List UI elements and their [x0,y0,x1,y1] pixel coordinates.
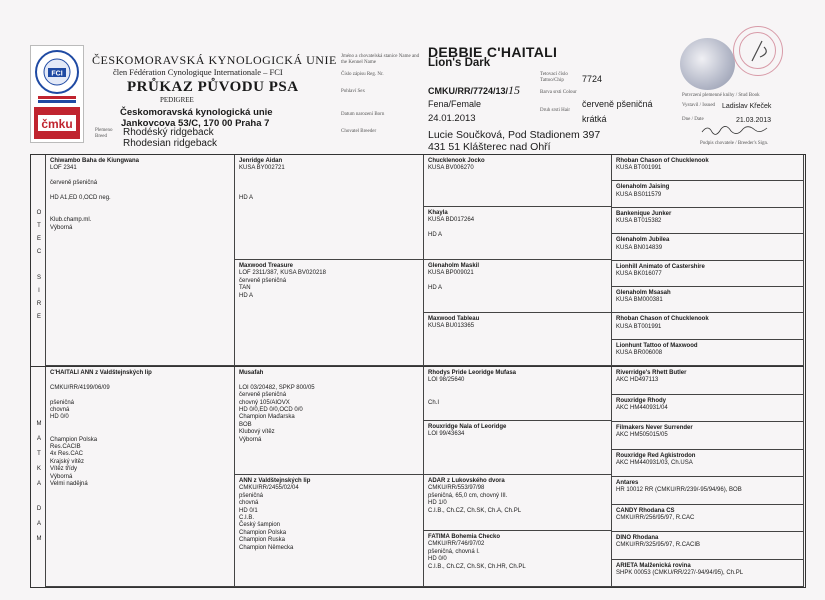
ancestor-name: Chiwambo Baha de Kiungwana [50,158,140,164]
ancestor-detail: LOI 03/20482, SPKP 800/05 [239,384,315,391]
ancestor-detail: Vítěz třídy [50,466,78,473]
g4-cell [612,532,804,560]
g4-cell [612,422,804,450]
ancestor-detail: pšeničná [239,492,264,499]
label-reg: Číslo zápisu Reg. Nr. [341,72,384,77]
dam-side-letter: A [36,521,41,527]
ancestor-detail [428,392,607,399]
ancestor-detail: CMKU/RR/553/97/98 [428,485,485,492]
ancestor-detail: chovná [50,407,70,413]
ancestor-detail: Výborná [239,436,262,443]
ancestor-detail: AKC HM505015/05 [616,432,668,439]
ancestor-detail: LOI 99/43634 [428,431,465,438]
dam-sire-cell [235,367,424,475]
ancestor-detail: HD A1,ED 0,OCD neg. [50,195,111,201]
ancestor-detail: C.I.B., Ch.CZ, Ch.SK, Ch.HR, Ch.PL [428,563,526,570]
ancestor-detail: HD 0/0 [50,414,69,421]
sire-sire-cell [235,155,424,260]
org-address-line2: Jankovcova 53/C, 170 00 Praha 7 [121,118,270,129]
ancestor-detail [239,377,419,384]
org-member: člen Fédération Cynologique Internationale – FCI [113,67,283,77]
hologram-seal [680,38,735,90]
dog-name: DEBBIE C'HAITALI [428,44,558,60]
ancestor-detail [239,180,419,187]
g3-cell [424,155,612,207]
dam-side-letter: M [36,536,42,542]
issuer-name: Ladislav Křeček [722,103,772,110]
dam-cell [46,367,235,587]
ancestor-detail: SHPK 00053 (CMKU/RR/227/-94/94/95), Ch.PL [616,569,744,576]
dam-side-letter: T [37,451,41,457]
sire-side-letter: S [36,275,41,281]
ancestor-detail: KUSA BD017264 [428,217,475,224]
ancestor-detail [50,392,230,399]
ancestor-name: ADAR z Lukovského dvora [428,478,505,484]
dam-dam-cell [235,475,424,587]
dam-side-letter: K [36,466,41,472]
ancestor-name: Bankenique Junker [616,210,672,217]
ancestor-detail: LOI 98/25640 [428,377,465,384]
dog-hair: krátká [582,114,607,124]
g4-cell [612,560,804,588]
ancestor-name: Glenaholm Msasah [616,290,671,296]
ancestor-detail: LOF 2311/387, KUSA BV020218 [239,270,326,277]
org-name: ČESKOMORAVSKÁ KYNOLOGICKÁ UNIE [92,53,337,67]
ancestor-detail: HR 10012 RR (CMKU/RR/239/-95/94/96), BOB [616,487,742,494]
label-breeder-sign: Podpis chovatele / Breeder's Sign. [700,141,769,146]
dog-color: červeně pšeničná [582,99,653,109]
ancestor-detail: LOF 2341 [50,165,77,172]
ancestor-name: CANDY Rhodana CS [616,507,675,514]
g4-cell [612,367,804,395]
label-color: Barva srsti Colour [540,90,577,95]
g3-cell [424,367,612,421]
sire-side-letter: E [36,236,41,242]
ancestor-detail [50,429,230,436]
breed-cz: Rhodéský ridgeback [123,127,214,138]
ancestor-detail: Champion Německa [239,544,294,551]
sire-cell [46,155,235,366]
g4-cell [612,340,804,366]
label-issued: Vystavil / Issued [682,103,716,108]
ancestor-detail: KUSA BT015382 [616,218,662,225]
g3-cell [424,207,612,260]
ancestor-detail: pšeničná, 65,0 cm, chovný III. [428,492,508,499]
sire-side-letter: T [37,223,41,229]
ancestor-detail: C.I.B. [239,515,255,522]
dam-side-letter [32,492,46,502]
g4-cell [612,261,804,287]
ancestor-detail: Champion Maďarska [239,414,295,421]
ancestor-name: ANN z Valdštejnských lip [239,478,311,484]
label-breeder: Chovatel Breeder [341,129,377,134]
g4-cell [612,505,804,533]
g4-cell [612,477,804,505]
doc-title: PRŮKAZ PŮVODU PSA [127,79,299,95]
ancestor-detail: chovný 105/AIOVX [239,399,290,406]
dam-side-letter: M [36,421,42,427]
ancestor-name: Riverridge's Rhett Butler [616,370,687,376]
g4-cell [612,313,804,339]
ancestor-detail: Res.CACIB [50,444,81,450]
breeder-line2: 431 51 Klášterec nad Ohří [428,141,551,153]
fci-logo-text: FCI [51,70,63,78]
ancestor-detail: Velmi nadějná [50,481,88,488]
ancestor-detail [428,385,607,392]
ancestor-name: Chucklenook Jocko [428,158,485,164]
sire-side-letter [32,259,46,272]
ancestor-name: Jenridge Aidan [239,158,283,164]
ancestor-detail: chovná [239,500,259,507]
pedigree-table [30,154,806,588]
ancestor-detail: KUSA BP009021 [428,270,474,277]
g4-cell [612,234,804,260]
issue-date: 21.03.2013 [736,117,772,124]
ancestor-name: Glenaholm Maskil [428,263,480,269]
ancestor-detail [50,173,230,180]
cmku-logo-text: čmku [41,117,73,131]
label-sex: Pohlaví Sex [341,89,366,94]
ancestor-detail [428,278,607,285]
fci-logo [34,46,80,108]
ancestor-detail [50,377,230,384]
ancestor-detail: C.I.B., Ch.CZ, Ch.SK, Ch.A, Ch.PL [428,507,522,514]
dog-dob: 24.01.2013 [428,113,476,124]
label-name: Jméno a chovatelská stanice Name and the Kennel Name [341,54,420,65]
ancestor-detail [50,202,230,209]
ancestor-detail: červeně pšeničná [50,180,98,187]
ancestor-detail: pšeničná, chovná I. [428,548,480,555]
ancestor-detail: 4x Res.CAC [50,451,84,458]
ancestor-name: Filmakers Never Surrender [616,425,693,431]
ancestor-detail: CMKU/RR/256/95/97, R.CAC [616,514,695,521]
ancestor-detail: Klub.champ.ml. [50,217,92,224]
ancestor-name: Lionhunt Tattoo of Maxwood [616,342,698,349]
ancestor-detail: červeně pšeničná [239,392,287,399]
ancestor-detail: HD 1/0 [428,500,447,507]
ancestor-detail: CMKU/RR/325/95/97, R.CACIB [616,542,701,549]
g4-cell [612,181,804,207]
chip-number: 7724 [582,74,603,84]
ancestor-detail: Champion Ruska [239,537,286,544]
ancestor-detail: KUSA BK016077 [616,271,662,277]
ancestor-name: Musafah [239,370,264,376]
reg-number-handwritten: 15 [508,83,521,97]
ancestor-name: Rouxridge Red Agkistrodon [616,452,696,459]
ancestor-detail: TAN [239,285,251,292]
dam-side-letter: D [36,506,42,512]
ancestor-name: Rhodys Pride Leoridge Mufasa [428,370,517,376]
ancestor-detail: Výborná [50,473,73,480]
ancestor-detail: Klubový vítěz [239,429,275,436]
ancestor-detail: CMKU/RR/2455/02/04 [239,485,299,492]
ancestor-detail: HD A [428,232,443,239]
dam-side-letter: A [36,481,41,487]
ancestor-detail: HD A [428,285,443,292]
g3-cell [424,531,612,587]
ancestor-detail: KUSA BT001991 [616,165,662,172]
ancestor-detail: KUSA BT001991 [616,323,662,330]
dam-side-letter: A [36,436,41,442]
ancestor-name: Glenaholm Jaising [616,184,670,191]
sire-dam-cell [235,260,424,366]
ancestor-detail: KUSA BV006270 [428,165,474,172]
breed-en: Rhodesian ridgeback [123,138,217,149]
sire-side-letter: I [38,288,40,294]
label-dob: Datum narození Born [341,112,385,117]
ancestor-detail: KUSA BY002721 [239,165,285,172]
ancestor-detail: HD 0/0 [428,556,447,563]
ancestor-name: Rhoban Chason of Chucklenook [616,316,709,323]
reg-number [428,83,520,98]
cmku-logo [34,107,80,139]
ancestor-detail [50,210,230,217]
ancestor-detail [50,422,230,429]
ancestor-name: DINO Rhodana [616,535,659,541]
ancestor-detail: KUSA BR006008 [616,350,663,357]
sire-side-letter: C [36,249,42,255]
ancestor-name: Maxwood Treasure [239,263,294,269]
ancestor-detail: KUSA BM000381 [616,297,663,304]
sire-side-letter: E [36,314,41,320]
ancestor-detail: CMKU/RR/746/97/02 [428,541,485,548]
g3-cell [424,260,612,313]
official-stamp [733,26,783,76]
ancestor-detail: Champion Polska [50,436,98,443]
ancestor-detail: BOB [239,421,252,428]
ancestor-detail: Výborná [50,224,73,231]
dam-side-label [32,417,46,547]
g4-cell [612,395,804,423]
ancestor-name: C'HAITALI ANN z Valdštejnských lip [50,370,152,376]
ancestor-name: ARIETA Malženická rovina [616,562,691,569]
g4-cell [612,208,804,234]
ancestor-name: Maxwood Tableau [428,316,480,322]
g4-cell [612,155,804,181]
g4-cell [612,450,804,478]
ancestor-detail: CMKU/RR/4199/06/09 [50,384,110,391]
ancestor-detail: HD 0/0,ED 0/0,OCD 0/0 [239,407,303,414]
label-hair: Druh srsti Hair [540,108,570,113]
ancestor-name: Rouxridge Rhody [616,397,667,404]
dog-sex: Fena/Female [428,99,482,109]
g3-cell [424,475,612,531]
ancestor-detail [239,173,419,180]
ancestor-detail: HD A [239,194,254,201]
ancestor-name: Lionhill Animato of Castershire [616,263,705,270]
ancestor-detail: Champion Polska [239,529,287,536]
ancestor-detail: KUSA BU013365 [428,323,475,330]
ancestor-detail: KUSA BS011579 [616,191,662,198]
g3-cell [424,313,612,366]
ancestor-name: Rouxridge Nala of Leoridge [428,424,507,430]
ancestor-detail: Krajský vítěz [50,458,85,465]
ancestor-detail: pšeničná [50,399,75,406]
sire-side-letter: O [36,210,42,216]
g4-cell [612,287,804,313]
ancestor-name: Rhoban Chason of Chucklenook [616,158,709,164]
ancestor-detail: AKC HM440931/04 [616,404,668,411]
ancestor-detail [50,188,230,195]
ancestor-detail [239,188,419,195]
ancestor-detail: červeně pšeničná [239,277,287,284]
ancestor-detail: HD 0/1 [239,507,258,514]
dog-kennel: Lion's Dark [428,57,491,69]
ancestor-detail: KUSA BN014839 [616,244,663,251]
sire-side-letter: R [36,301,42,307]
ancestor-name: Khayla [428,210,448,216]
breeder-line1: Lucie Součková, Pod Stadionem 397 [428,129,601,141]
label-chip: Tetovací číslo Tattoo/Chip [540,72,568,83]
ancestor-name: Antares [616,480,639,486]
ancestor-detail: AKC HD497113 [616,377,659,384]
ancestor-name: Glenaholm Jubilea [616,237,670,244]
ancestor-name: FATIMA Bohemia Checko [428,534,501,540]
label-date: Dne / Date [682,117,704,122]
org-address-line1: Českomoravská kynologická unie [120,107,273,118]
g3-cell [424,421,612,475]
doc-subtitle: PEDIGREE [160,96,194,104]
ancestor-detail: HD A [239,292,254,299]
label-issuer-title: Potvrzení plemenné knihy / Stud Book [682,93,760,98]
ancestor-detail: AKC HM440931/03, Ch.USA [616,459,693,466]
ancestor-detail: Ch.I [428,399,440,406]
breed-label: Plemeno Breed [95,128,113,139]
reg-number-printed: CMKU/RR/7724/13/ [428,86,509,96]
ancestor-detail [428,225,607,232]
ancestor-detail: Český šampion [239,522,281,529]
sire-side-label [32,207,46,324]
signature [700,122,770,134]
